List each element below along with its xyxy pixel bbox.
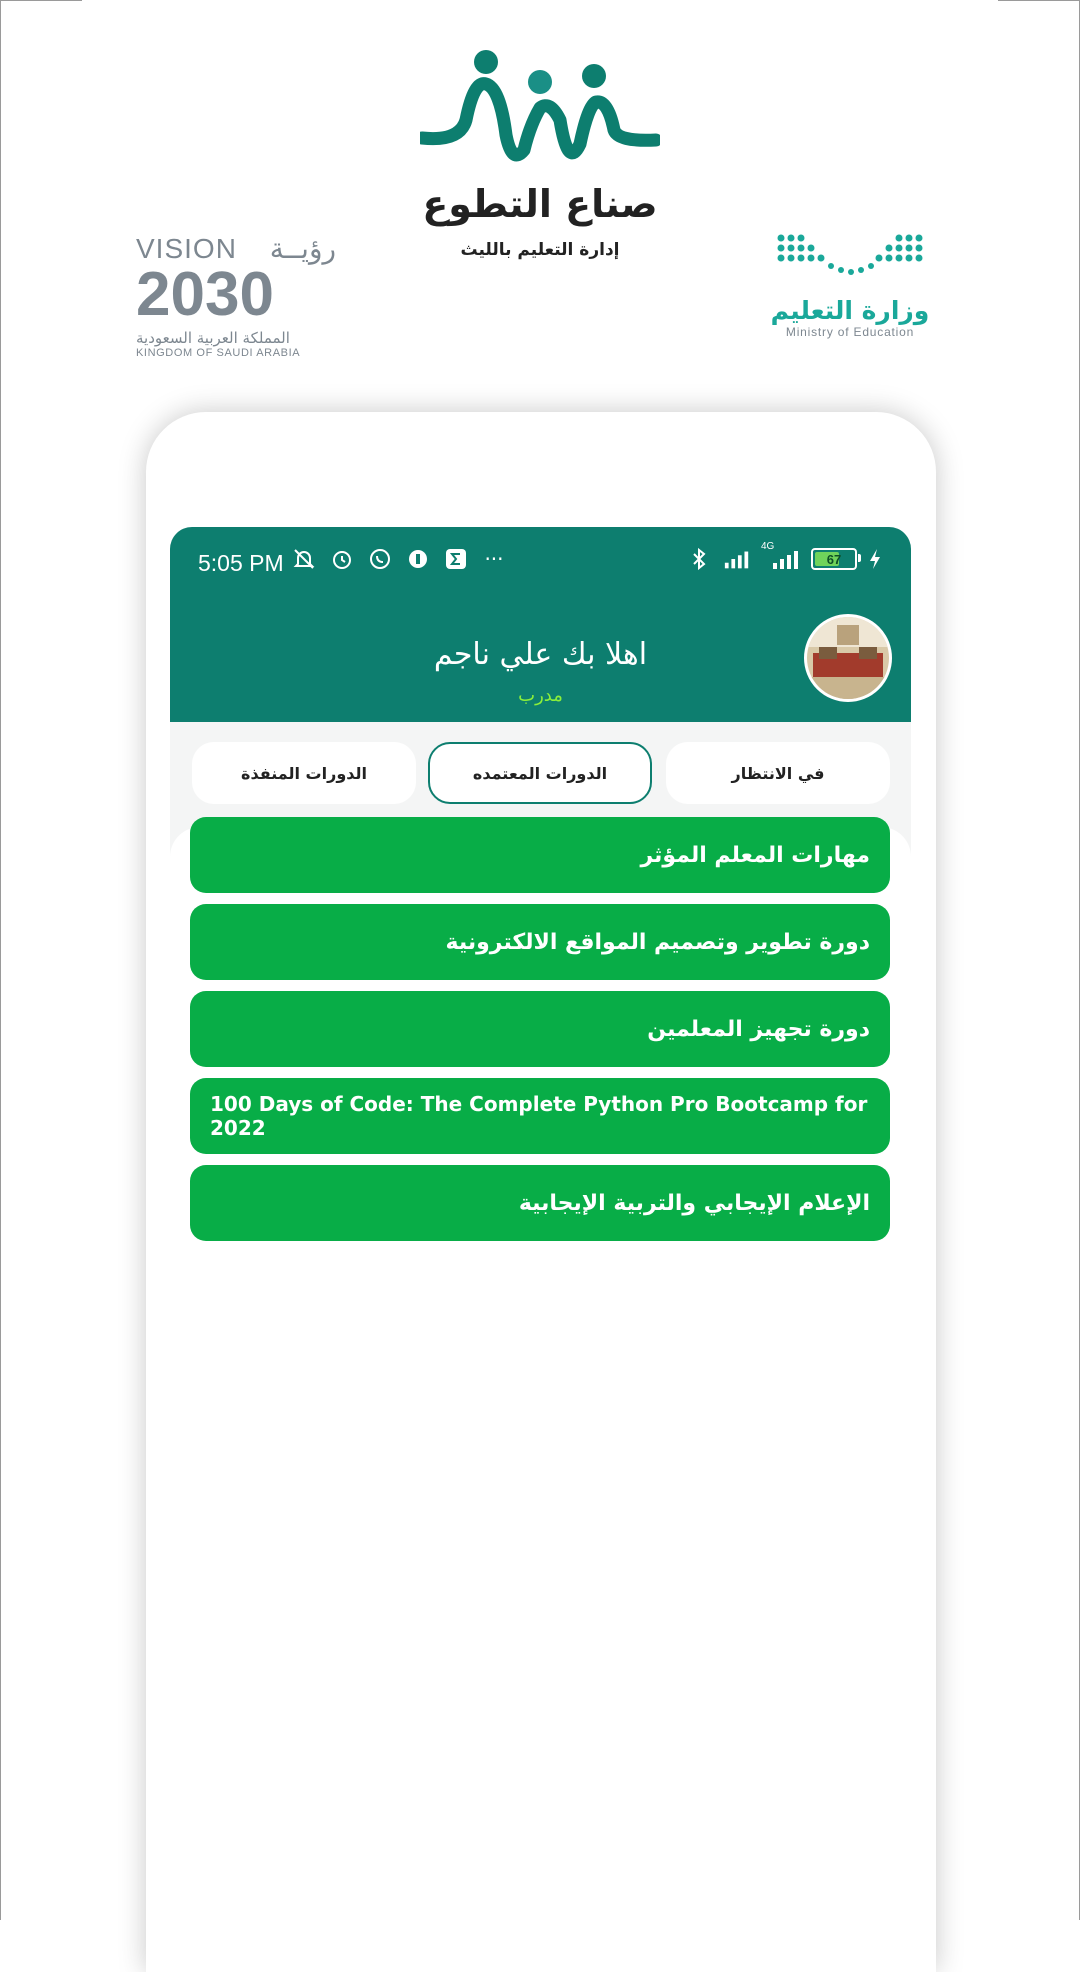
brand-subtitle: إدارة التعليم بالليث bbox=[460, 240, 620, 260]
ministry-name-en: Ministry of Education bbox=[785, 325, 915, 339]
app-icon-sigma bbox=[442, 545, 470, 573]
brand-logo bbox=[400, 40, 680, 260]
vision-country-ar: المملكة العربية السعودية bbox=[136, 329, 290, 347]
course-item[interactable]: دورة تطوير وتصميم المواقع الالكترونية bbox=[190, 904, 890, 980]
battery-level: 67 bbox=[826, 551, 842, 567]
whatsapp-icon bbox=[366, 545, 394, 573]
tab-approved-courses[interactable]: الدورات المعتمده bbox=[428, 742, 652, 804]
greeting-text: اهلا بك علي ناجم bbox=[433, 637, 648, 672]
vision-word-en: VISION bbox=[136, 232, 237, 264]
app-screen bbox=[170, 527, 911, 1920]
frame-line-left bbox=[0, 0, 1, 1920]
role-text: مدرب bbox=[518, 685, 563, 706]
brand-name: صناع التطوع bbox=[422, 182, 658, 226]
courses-list bbox=[170, 827, 911, 1920]
signal-icon bbox=[723, 545, 751, 573]
course-item[interactable]: مهارات المعلم المؤثر bbox=[190, 817, 890, 893]
course-item[interactable]: 100 Days of Code: The Complete Python Pro Bootcamp for 2022 bbox=[190, 1078, 890, 1154]
more-icon: ··· bbox=[484, 547, 504, 571]
tab-pending[interactable]: في الانتظار bbox=[666, 742, 890, 804]
muted-bell-icon bbox=[290, 545, 318, 573]
frame-line-top-left bbox=[0, 0, 82, 1]
ministry-name-ar: وزارة التعليم bbox=[770, 296, 930, 325]
app-icon-c bbox=[404, 545, 432, 573]
vision-country-en: KINGDOM OF SAUDI ARABIA bbox=[136, 347, 301, 359]
status-bar bbox=[170, 527, 911, 597]
signal-4g-icon bbox=[761, 541, 801, 573]
vision-2030-logo bbox=[136, 232, 336, 359]
vision-year bbox=[136, 260, 336, 329]
volunteers-logo-icon bbox=[420, 40, 660, 180]
status-time: 5:05 PM bbox=[198, 550, 284, 576]
charging-icon bbox=[867, 545, 883, 573]
app-header bbox=[170, 527, 911, 722]
course-item[interactable]: الإعلام الإيجابي والتربية الإيجابية bbox=[190, 1165, 890, 1241]
network-label: 4G bbox=[761, 541, 775, 552]
vision-word-ar: رؤيــة bbox=[269, 233, 336, 264]
battery-icon bbox=[811, 548, 857, 570]
status-icons-left bbox=[290, 545, 508, 573]
alarm-icon bbox=[328, 545, 356, 573]
status-icons-right bbox=[685, 541, 883, 573]
course-item[interactable]: دورة تجهيز المعلمين bbox=[190, 991, 890, 1067]
ministry-of-education-logo bbox=[770, 232, 930, 339]
vision-year-text: 2030 bbox=[136, 260, 274, 329]
ministry-dots-icon bbox=[775, 232, 925, 282]
tab-completed-courses[interactable]: الدورات المنفذة bbox=[192, 742, 416, 804]
bluetooth-icon bbox=[685, 545, 713, 573]
frame-line-top-right bbox=[998, 0, 1080, 1]
